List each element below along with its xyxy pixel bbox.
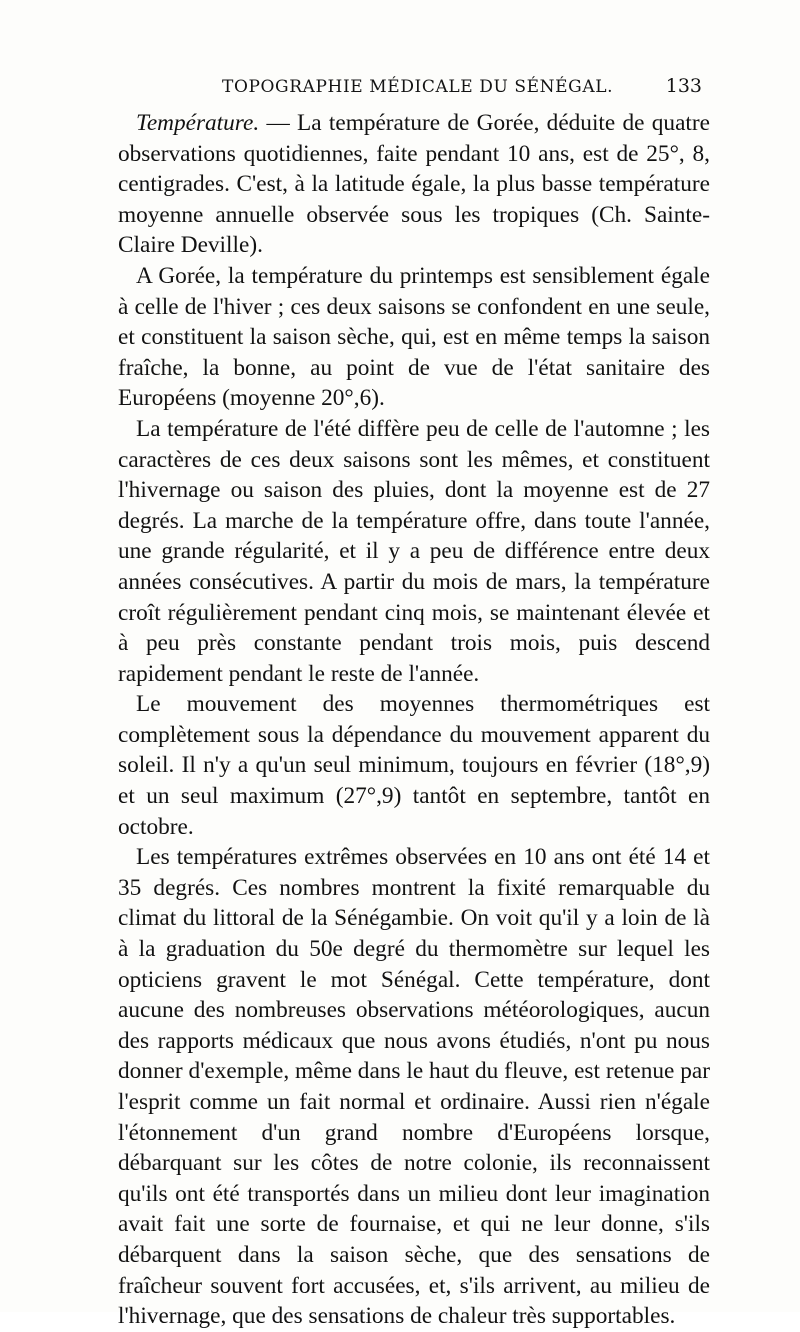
paragraph-extreme-temperatures: Les températures extrêmes observées en 10 ans ont été 14 et 35 degrés. Ces nombres montrent la fixité remarquable du climat du littoral de la Sénégambie. On voit qu'il y a loin de là à la graduation du 50e degré du thermomètre sur lequel les opticiens gravent le mot Sénégal. Cette température, dont aucune des nombreuses observations météorologiques, aucun des rapports médicaux que nous avons étudiés, n'ont pu nous donner d'exemple, même dans le haut du fleuve, est retenue par l'esprit comme un fait normal et ordinaire. Aussi rien n'égale l'étonnement d'un grand nombre d'Européens lorsque, débarquant sur les côtes de notre colonie, ils reconnaissent qu'ils ont été transportés dans un milieu dont leur imagination avait fait une sorte de fournaise, et qui ne leur donne, s'ils débarquent dans la saison sèche, que des sensations de fraîcheur souvent fort accusées, et, s'ils arrivent, au milieu de l'hivernage, que des sensations de chaleur très supportables. — [118, 844, 710, 1330]
paragraph-summer-autumn: La température de l'été diffère peu de celle de l'automne ; les caractères de ces deux saisons sont les mêmes, et constituent l'hivernage ou saison des pluies, dont la moyenne est de 27 degrés. La marche de la température offre, dans toute l'année, une grande régularité, et il y a peu de différence entre deux années consécutives. A partir du mois de mars, la température croît régulièrement pendant cinq mois, se maintenant élevée et à peu près constante pendant trois mois, puis descend rapidement pendant le reste de l'année. — [118, 415, 710, 687]
running-head — [120, 75, 710, 105]
page-number: 133 — [665, 75, 702, 97]
running-title: TOPOGRAPHIE MÉDICALE DU SÉNÉGAL. — [222, 77, 614, 97]
paragraph-goree-seasons: A Gorée, la température du printemps est sensiblement égale à celle de l'hiver ; ces deux saisons se confondent en une seule, et constituent la saison sèche, qui, est en même temps la saison fraîche, la bonne, au point de vue de l'état sanitaire des Européens (moyenne 20°,6). — [118, 262, 710, 412]
paragraph-lead: Température. — [136, 110, 260, 136]
paragraph-thermometric-averages: Le mouvement des moyennes thermométriques est complètement sous la dépendance du mouvement apparent du soleil. Il n'y a qu'un seul minimum, toujours en février (18°,9) et un seul maximum (27°,9) tantôt en septembre, tantôt en octobre. — [118, 691, 710, 840]
paragraph-temperature — [118, 108, 710, 261]
body-text — [118, 108, 710, 1332]
paragraph-text: — La température de Gorée, déduite de quatre observations quotidiennes, faite pendant 10 ans, est de 25°, 8, centigrades. C'est, à la latitude égale, la plus basse température moyenne annuelle observée sous les tropiques (Ch. Sainte-Claire Deville). — [118, 110, 710, 259]
